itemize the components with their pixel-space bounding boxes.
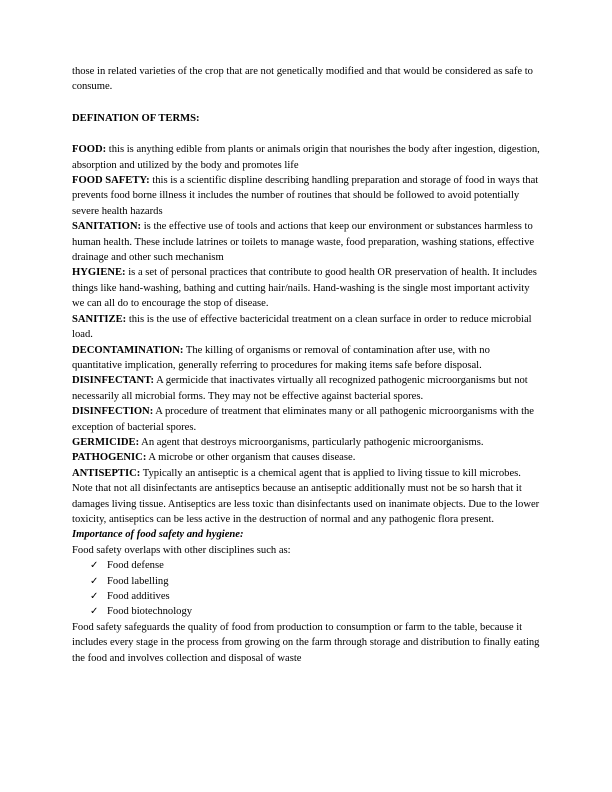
definitions-list bbox=[72, 142, 540, 527]
definition-germicide bbox=[72, 435, 540, 450]
disciplines-list bbox=[72, 558, 540, 620]
definition-hygiene bbox=[72, 265, 540, 311]
term-definition: A procedure of treatment that eliminates many or all pathogenic microorganisms with the exception of bacterial spores. bbox=[72, 406, 535, 433]
list-item-label: Food biotechnology bbox=[107, 606, 193, 618]
term-name: DISINFECTANT: bbox=[72, 375, 155, 387]
term-definition: A germicide that inactivates virtually all recognized pathogenic microorganisms but not necessarily all microbial forms. They may not be effective against bacterial spores. bbox=[72, 375, 528, 402]
checkmark-icon: ✓ bbox=[90, 606, 99, 618]
term-name: PATHOGENIC: bbox=[72, 452, 147, 464]
term-definition: The killing of organisms or removal of contamination after use, with no quantitative implication, generally referring to procedures for making items safe before disposal. bbox=[72, 344, 490, 371]
definition-antiseptic bbox=[72, 466, 540, 528]
checkmark-icon: ✓ bbox=[90, 560, 99, 572]
definition-pathogenic bbox=[72, 450, 540, 465]
term-name: DECONTAMINATION: bbox=[72, 344, 184, 356]
list-item bbox=[90, 589, 540, 604]
list-item-label: Food additives bbox=[107, 591, 170, 602]
intro-paragraph: those in related varieties of the crop that are not genetically modified and that would be considered as safe to consume. bbox=[72, 66, 533, 93]
term-name: SANITATION: bbox=[72, 221, 142, 233]
definition-disinfection bbox=[72, 404, 540, 435]
term-name: ANTISEPTIC: bbox=[72, 467, 141, 479]
term-definition: A microbe or other organism that causes disease. bbox=[146, 452, 356, 464]
list-item-label: Food labelling bbox=[107, 575, 169, 587]
list-item bbox=[90, 574, 540, 589]
list-item bbox=[90, 604, 540, 619]
term-definition: is a set of personal practices that contribute to good health OR preservation of health. It includes things like hand-washing, bathing and cutting hair/nails. Hand-washing is the single most important activity we can all do to encourage the stop of disease. bbox=[72, 267, 537, 310]
definition-food bbox=[72, 142, 540, 173]
term-definition: is the effective use of tools and actions that keep our environment or substances harmless to human health. These include latrines or toilets to manage waste, food preparation, washing stations, effective drainage and other such mechanism bbox=[72, 221, 535, 264]
term-name: FOOD SAFETY: bbox=[72, 175, 150, 187]
list-item bbox=[90, 558, 540, 573]
importance-heading: Importance of food safety and hygiene: bbox=[72, 529, 244, 541]
list-item-label: Food defense bbox=[107, 560, 164, 572]
term-name: SANITIZE: bbox=[72, 313, 127, 325]
term-definition: Typically an antiseptic is a chemical agent that is applied to living tissue to kill microbes. Note that not all disinfectants are antiseptics because an antiseptic additionally must not be so harsh that it damages living tissue. Antiseptics are less toxic than disinfectants used on inanimate objects. Due to the lower toxicity, antiseptics can be less active in the destruction of normal and any pathogenic flora present. bbox=[72, 467, 540, 525]
term-name: DISINFECTION: bbox=[72, 406, 154, 418]
term-definition: this is anything edible from plants or animals origin that nourishes the body after ingestion, digestion, absorption and utilized by the body and promotes life bbox=[72, 144, 540, 171]
term-name: GERMICIDE: bbox=[72, 436, 140, 448]
checkmark-icon: ✓ bbox=[90, 591, 99, 602]
checkmark-icon: ✓ bbox=[90, 575, 99, 587]
term-definition: An agent that destroys microorganisms, particularly pathogenic microorganisms. bbox=[139, 436, 484, 448]
term-name: HYGIENE: bbox=[72, 267, 126, 279]
term-definition: this is the use of effective bactericidal treatment on a clean surface in order to reduce microbial load. bbox=[72, 313, 532, 341]
definitions-heading: DEFINATION OF TERMS: bbox=[72, 112, 200, 124]
closing-paragraph: Food safety safeguards the quality of food from production to consumption or farm to the table, because it includes every stage in the process from growing on the farm through storage and distribution to finally eating the food and involves collection and disposal of waste bbox=[72, 621, 540, 664]
definition-disinfectant bbox=[72, 373, 540, 404]
term-definition: this is a scientific displine describing handling preparation and storage of food in ways that prevents food borne illness it includes the number of routines that should be followed to avoid potentially severe health hazards bbox=[72, 175, 539, 217]
definition-food-safety bbox=[72, 173, 540, 219]
definition-sanitation bbox=[72, 219, 540, 265]
term-name: FOOD: bbox=[72, 144, 107, 156]
overlap-intro: Food safety overlaps with other disciplines such as: bbox=[72, 544, 291, 556]
definition-decontamination bbox=[72, 343, 540, 374]
definition-sanitize bbox=[72, 312, 540, 343]
